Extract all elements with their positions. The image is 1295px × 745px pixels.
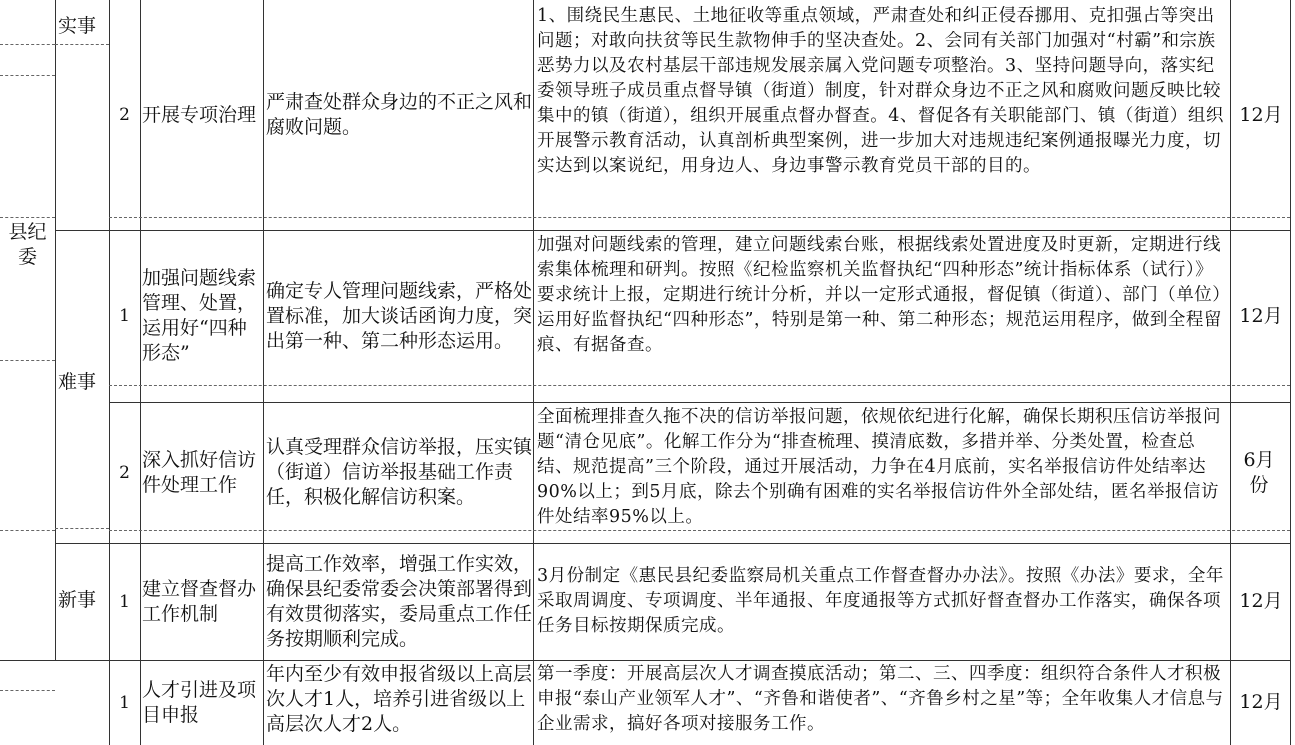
layout-guide xyxy=(55,44,109,45)
task-goal xyxy=(266,0,532,230)
task-goal-text: 提高工作效率，增强工作实效，确保县纪委常委会决策部署得到有效贯彻落实，委局重点工作任务按期顺利完成。 xyxy=(266,552,533,650)
task-measures: 加强对问题线索的管理，建立问题线索台账，根据线索处置进度及时更新，定期进行线索集体梳理和研判。按照《纪检监察机关监督执纪“四种形态”统计指标体系（试行）》要求统计上报，定期进行统计分析，并以一定形式通报，督促镇（街道）、部门（单位）运用好监督执纪“四种形态”，特别是第一种、第二种形态；规范运用程序，做到全程留痕、有据备查。 xyxy=(537,235,1222,355)
layout-guide xyxy=(55,528,109,529)
task-measures: 第一季度：开展高层次人才调查摸底活动；第二、三、四季度：组织符合条件人才积极申报“泰山产业领军人才”、“齐鲁和谐使者”、“齐鲁乡村之星”等；全年收集人才信息与企业需求，搞好各项对接服务工作。 xyxy=(537,664,1224,734)
layout-guide xyxy=(0,44,55,45)
grid-line xyxy=(1230,0,1231,745)
grid-line xyxy=(140,0,141,745)
row-number: 2 xyxy=(119,462,130,483)
row-number: 2 xyxy=(119,105,130,125)
grid-line xyxy=(533,0,534,745)
task-goal-text: 严肃查处群众身边的不正之风和腐败问题。 xyxy=(266,91,533,138)
grid-line xyxy=(55,0,56,660)
layout-guide xyxy=(0,690,55,691)
deadline: 12月 xyxy=(1239,691,1283,713)
task-goal-text: 认真受理群众信访举报，压实镇（街道）信访举报基础工作责任，积极化解信访积案。 xyxy=(266,436,533,508)
task-name xyxy=(142,230,262,402)
task-goal xyxy=(266,543,532,660)
deadline: 12月 xyxy=(1239,590,1283,612)
department-cell: 县纪委 xyxy=(8,221,47,268)
row-number: 1 xyxy=(119,692,130,713)
task-name xyxy=(142,543,262,660)
task-measures: 全面梳理排查久拖不决的信访举报问题，依规依纪进行化解，确保长期积压信访举报问题“清仓见底”。化解工作分为“排查梳理、摸清底数，多措并举、分类处置，检查总结、规范提高”三个阶段，通过开展活动，力争在4月底前，实名举报信访件处结率达90%以上；到5月底，除去个别确有困难的实名举报信访件外全部处结，匿名举报信访件处结率95%以上。 xyxy=(537,407,1221,527)
row-number: 1 xyxy=(119,591,130,612)
task-goal: 年内至少有效申报省级以上高层次人才1人，培养引进省级以上高层次人才2人。 xyxy=(266,663,533,735)
task-goal-text: 确定专人管理问题线索，严格处置标准，加大谈话函询力度，突出第一种、第二种形态运用。 xyxy=(266,279,533,352)
category-cell: 实事 xyxy=(58,15,97,37)
task-name-text: 建立督查督办工作机制 xyxy=(142,577,257,625)
deadline: 6月份 xyxy=(1243,448,1275,496)
category-cell: 难事 xyxy=(58,371,97,393)
category-cell: 新事 xyxy=(58,589,97,611)
task-measures: 1、围绕民生惠民、土地征收等重点领域，严肃查处和纠正侵吞挪用、克扣强占等突出问题；对敢向扶贫等民生款物伸手的坚决查处。2、会同有关部门加强对“村霸”和宗族恶势力以及农村基层干部违规发展亲属入党问题专项整治。3、坚持问题导向，落实纪委领导班子成员重点督导镇（街道）制度，针对群众身边不正之风和腐败问题反映比较集中的镇（街道），组织开展重点督办督查。4、督促各有关职能部门、镇（街道）组织开展警示教育活动，认真剖析典型案例，进一步加大对违规违纪案例通报曝光力度，切实达到以案说纪，用身边人、身边事警示教育党员干部的目的。 xyxy=(537,6,1224,176)
task-goal xyxy=(266,230,532,402)
layout-guide xyxy=(0,530,55,531)
layout-guide xyxy=(0,360,55,361)
task-name-text: 人才引进及项目申报 xyxy=(142,678,257,726)
deadline: 12月 xyxy=(1239,304,1283,327)
task-measures xyxy=(537,543,1227,660)
task-name-text: 加强问题线索管理、处置，运用好“四种形态” xyxy=(142,267,257,364)
layout-guide xyxy=(0,75,55,76)
row-number: 1 xyxy=(119,306,130,326)
task-name-text: 深入抓好信访件处理工作 xyxy=(142,448,257,496)
grid-line xyxy=(1290,0,1291,745)
task-name xyxy=(142,402,262,543)
grid-line xyxy=(263,0,264,745)
task-name-text: 开展专项治理 xyxy=(142,103,257,126)
task-name xyxy=(142,660,262,745)
task-goal xyxy=(266,402,532,543)
deadline: 12月 xyxy=(1239,103,1283,126)
task-measures-text: 3月份制定《惠民县纪委监察局机关重点工作督查督办办法》。按照《办法》要求，全年采取周调度、专项调度、半年通报、年度通报等方式抓好督查督办工作落实，确保各项任务目标按期保质完成。 xyxy=(537,566,1224,636)
task-name xyxy=(142,0,262,230)
